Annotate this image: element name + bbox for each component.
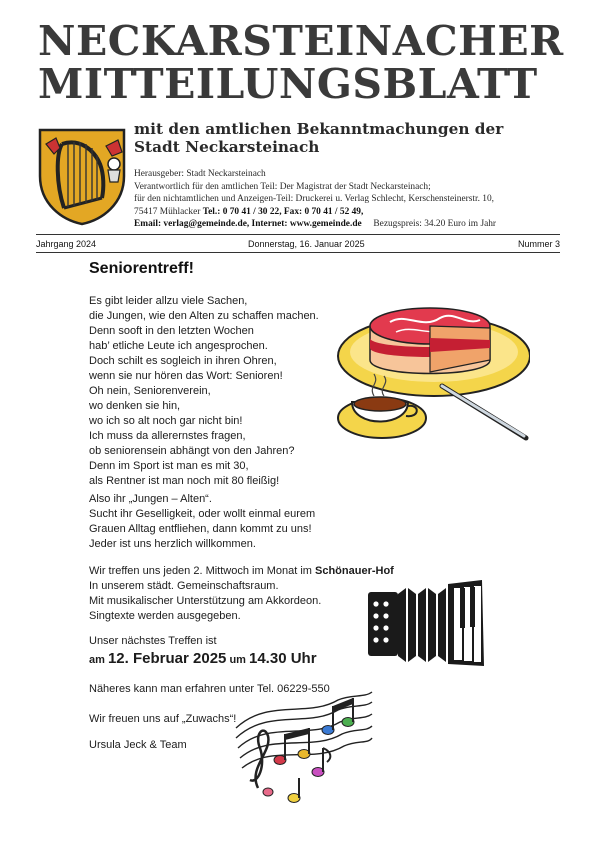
poem-line: wo ich so alt noch gar nicht bin! <box>89 415 243 427</box>
signature: Ursula Jeck & Team <box>89 739 187 751</box>
accordion-icon <box>366 578 486 670</box>
meeting-line: Singtexte werden ausgegeben. <box>89 610 241 622</box>
issue-info-bar <box>36 238 560 250</box>
article-heading: Seniorentreff! <box>89 260 194 277</box>
masthead <box>38 17 564 108</box>
cake-and-coffee-icon <box>330 298 530 446</box>
imprint-online <box>134 218 574 231</box>
meeting-place: Schönauer-Hof <box>315 565 394 577</box>
imprint <box>134 168 574 231</box>
imprint-price: Bezugspreis: 34.20 Euro im Jahr <box>373 219 497 229</box>
invitation-line: Grauen Alltag entfliehen, dann kommt zu uns! <box>89 523 312 535</box>
poem-line: Denn sooft in den letzten Wochen <box>89 325 254 337</box>
poem-line: wenn sie nur hören das Wort: Senioren! <box>89 370 283 382</box>
imprint-publisher: Herausgeber: Stadt Neckarsteinach <box>134 169 266 179</box>
imprint-contact <box>134 206 574 219</box>
masthead-title-line1: NECKARSTEINACHER <box>38 17 564 65</box>
poem-line: Doch schilt es sogleich in ihren Ohren, <box>89 355 277 367</box>
music-notes-icon <box>228 688 376 808</box>
invitation-line: Also ihr „Jungen – Alten“. <box>89 493 212 505</box>
next-meeting-date: 12. Februar 2025 <box>107 650 227 667</box>
poem-line: Es gibt leider allzu viele Sachen, <box>89 295 248 307</box>
imprint-responsible: Verantwortlich für den amtlichen Teil: Der Magistrat der Stadt Neckarsteinach; <box>134 181 431 192</box>
issue-volume: Jahrgang 2024 <box>36 239 97 249</box>
masthead-subtitle <box>134 120 574 156</box>
invitation <box>89 492 429 552</box>
meeting-line: Mit musikalischer Unterstützung am Akkordeon. <box>89 595 322 607</box>
next-meeting-time: 14.30 Uhr <box>249 650 317 667</box>
contact-info: Näheres kann man erfahren unter Tel. 06229-550 <box>89 683 330 695</box>
masthead-title-line2: MITTEILUNGSBLATT <box>38 60 538 108</box>
meeting-prefix: Wir treffen uns jeden 2. Mittwoch im Monat im <box>89 565 312 577</box>
imprint-email-web[interactable]: Email: verlag@gemeinde.de, Internet: www.gemeinde.de <box>134 219 362 229</box>
poem-line: Ich muss da allerernstes fragen, <box>89 430 246 442</box>
next-meeting-am: am <box>89 654 105 666</box>
poem-line: Denn im Sport ist man es mit 30, <box>89 460 249 472</box>
subtitle-line1: mit den amtlichen Bekanntmachungen der <box>134 120 504 138</box>
imprint-phone-fax: Tel.: 0 70 41 / 30 22, Fax: 0 70 41 / 52 49, <box>202 206 364 217</box>
issue-number: Nummer 3 <box>517 239 560 249</box>
imprint-address: 75417 Mühlacker <box>134 206 201 217</box>
poem-line: wo denken sie hin, <box>89 400 181 412</box>
meeting-line: In unserem städt. Gemeinschaftsraum. <box>89 580 279 592</box>
next-meeting-um: um <box>229 654 246 666</box>
divider-top <box>36 234 560 235</box>
issue-date: Donnerstag, 16. Januar 2025 <box>248 239 365 249</box>
next-meeting-intro: Unser nächstes Treffen ist <box>89 635 217 647</box>
closing-line: Wir freuen uns auf „Zuwachs“! <box>89 713 237 725</box>
divider-bottom <box>36 252 560 253</box>
poem-line: ob seniorensein abhängt von den Jahren? <box>89 445 295 457</box>
invitation-line: Sucht ihr Geselligkeit, oder wollt einmal eurem <box>89 508 316 520</box>
poem-line: als Rentner ist man noch mit 80 fleißig! <box>89 475 280 487</box>
poem-line: Oh nein, Seniorenverein, <box>89 385 211 397</box>
meeting-line <box>89 564 429 579</box>
poem-line: hab’ etliche Leute ich angesprochen. <box>89 340 268 352</box>
poem-line: die Jungen, wie den Alten zu schaffen machen. <box>89 310 319 322</box>
invitation-line: Jeder ist uns herzlich willkommen. <box>89 538 256 550</box>
coat-of-arms-icon <box>36 124 128 226</box>
imprint-nonofficial: für den nichtamtlichen und Anzeigen-Teil: Druckerei u. Verlag Schlecht, Kerschensteinerstr. 10, <box>134 194 494 204</box>
subtitle-line2: Stadt Neckarsteinach <box>134 138 320 156</box>
